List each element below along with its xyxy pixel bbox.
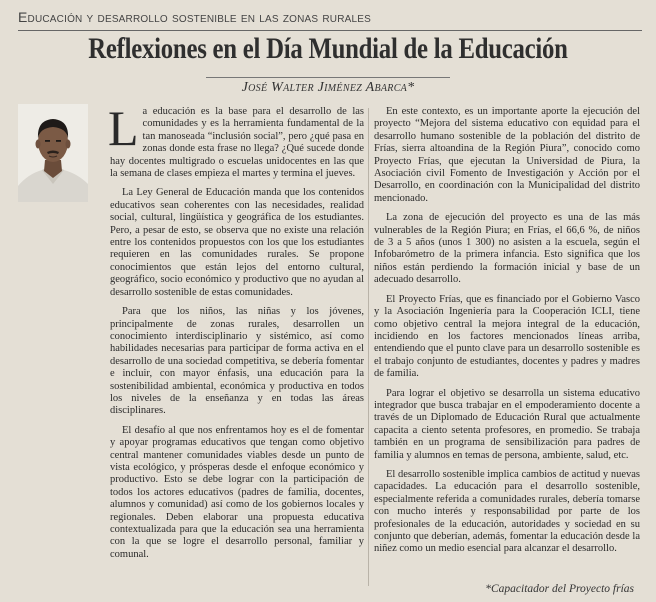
author-photo xyxy=(18,104,88,202)
paragraph-4: El desafío al que nos enfrentamos hoy es el de fomentar y apoyar programas educativos que tengan como objetivo central mantener comunidades viables desde un punto de vista ecológico, y prósperas desde el enfoque económico y productivo. Esto se debe lograr con la participación de todos los actores educativos (padres de familia, docentes, alumnos y comunidad) así como de los gobiernos locales y regionales. Deben elaborar una propuesta educativa contextualizada para que la educación sea una herramienta con la que se logre el desarrollo personal, familiar y comunal. xyxy=(110,424,364,560)
paragraph-2: La Ley General de Educación manda que los contenidos educativos sean coherentes con las necesidades, realidad social, cultural, lingüística y geográfica de los estudiantes. Pero, a pesar de esto, se observa que no existe una relación entre los contenidos propuestos con los que los estudiantes requieren en las comunidades rurales. Se propone conocimientos que están lejos del entorno cultural, geográfico, socio económico y productivo que no ayudan al desarrollo sostenible de estas comunidades. xyxy=(110,187,364,298)
top-rule xyxy=(18,30,642,31)
paragraph-7: El Proyecto Frías, que es financiado por el Gobierno Vasco y la Asociación Ingeniería para la Cooperación ICLI, tiene como objetivo central la mejora integral de la educación, incidiendo en los factores mencionados líneas arriba, entendiendo que el punto clave para un desarrollo sostenible es el trabajo conjunto de estudiantes, docentes y padres y madres de familia. xyxy=(374,293,640,380)
section-heading: Educación y desarrollo sostenible en las zonas rurales xyxy=(18,9,372,25)
right-column xyxy=(374,106,640,563)
paragraph-5: En este contexto, es un importante aporte la ejecución del proyecto “Mejora del sistema educativo con equidad para el desarrollo humano sostenible de la población del distrito de Frías, sierra altoandina de la Región Piura”, conocido como Proyecto Frías, que ejecutan la Universidad de Piura, la Asociación civil Fomento de Investigación y Acción por el Desarrollo, en coordinación con la Municipalidad del distrito mencionado. xyxy=(374,106,640,204)
byline-rule xyxy=(206,77,450,78)
paragraph-1 xyxy=(108,100,364,180)
author-credit-note: *Capacitador del Proyecto frías xyxy=(485,583,634,595)
drop-cap: L xyxy=(108,100,139,156)
paragraph-8: Para lograr el objetivo se desarrolla un sistema educativo integrador que busca trabajar en el empoderamiento docente a través de un Diplomado de Educación Rural que actualmente capacita a ciento setenta profesores, en promedio. Se trabaja también en un programa de sensibilización para padres de familia y alumnos en temas de persona, ambiente, salud, etc. xyxy=(374,387,640,461)
article-headline: Reflexiones en el Día Mundial de la Educación xyxy=(88,33,568,65)
left-column xyxy=(108,100,364,568)
author-portrait-image xyxy=(18,104,88,202)
paragraph-6: La zona de ejecución del proyecto es una de las más vulnerables de la Región Piura; en Frías, el 66,6 %, de niños de 3 a 5 años (unos 1 300) no asisten a la escuela, según el Infobarómetro de la primera infancia. Esto significa que los niños están perdiendo la formación inicial y base de un adecuado desarrollo. xyxy=(374,212,640,286)
paragraph-9: El desarrollo sostenible implica cambios de actitud y nuevas capacidades. La educación para el desarrollo sostenible, especialmente referida a comunidades rurales, debería tomarse con mucho interés y responsabilidad por parte de los profesionales de la educación, autoridades y sociedad en su conjunto que deberían, además, fomentar la educación desde la niñez como un medio esencial para alcanzar el desarrollo. xyxy=(374,468,640,555)
column-divider xyxy=(368,108,369,586)
author-byline: José Walter Jiménez Abarca* xyxy=(241,80,415,95)
paragraph-3: Para que los niños, las niñas y los jóvenes, principalmente de zonas rurales, desarrollen un conocimiento interdisciplinario y sistémico, así como habilidades necesarias para participar de forma activa en el desarrollo de una sociedad competitiva, se debería fomentar e incluir, con mayor énfasis, una educación para la sostenibilidad ambiental, económica y productiva en todos los niveles de la enseñanza y en todas las áreas disciplinares. xyxy=(110,306,364,417)
paragraph-1-text: a educación es la base para el desarrollo de las comunidades y es la herramienta fundamental de la tan manoseada “inclusión social”, pero ¿qué pasa en zonas donde esta frase no llega? ¿Qué sucede donde hay docentes multigrado o escuelas unidocentes en las que la semana de clases empieza el martes y termina el jueves. xyxy=(110,106,364,180)
